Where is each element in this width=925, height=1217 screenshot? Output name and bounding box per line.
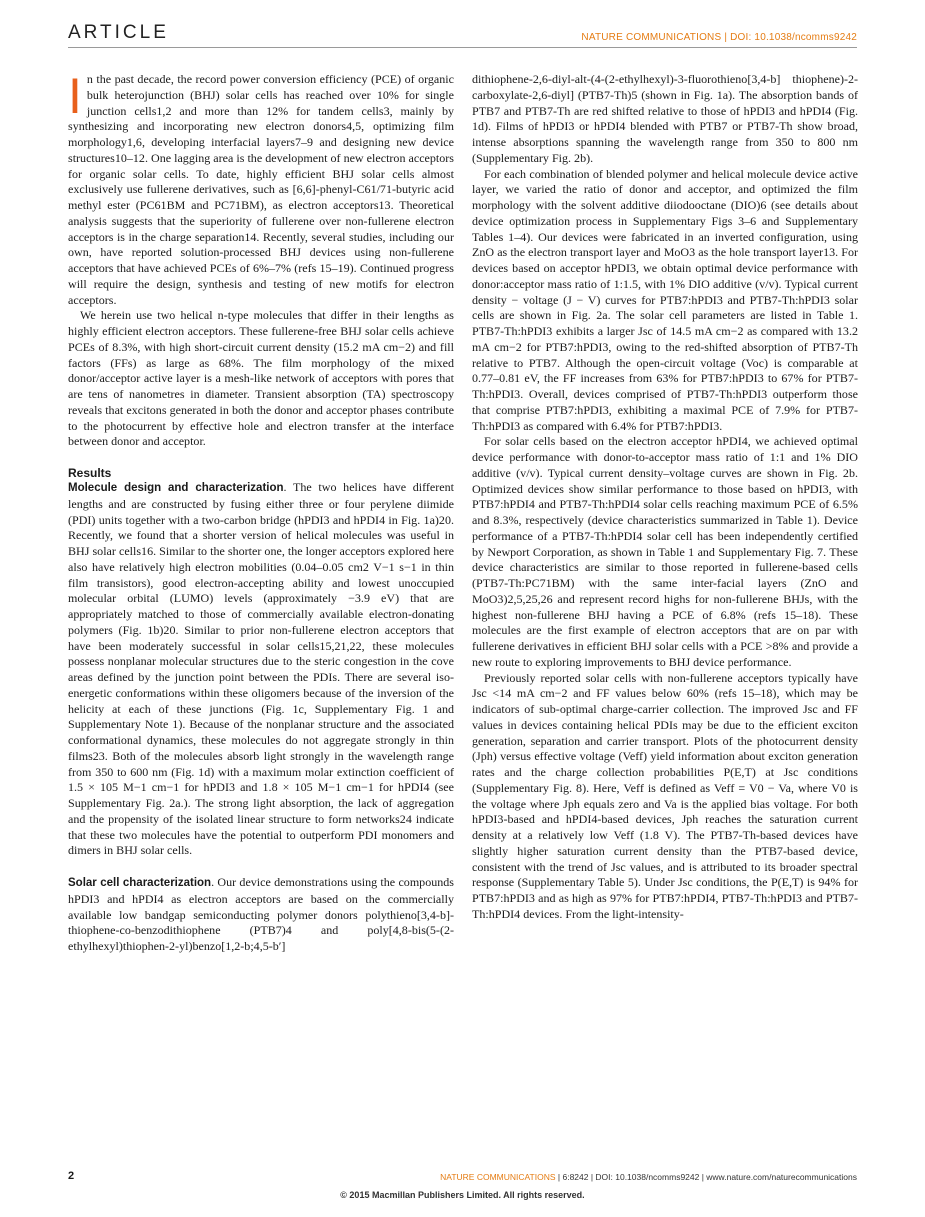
right-column: [472, 72, 858, 923]
right-paragraph-1: dithiophene-2,6-diyl-alt-(4-(2-ethylhexyl)-3-fluorothieno[3,4-b] thiophene)-2-carboxylate-2,6-diyl] (PTB7-Th)5 (shown in Fig. 1a). The absorption bands of PTB7 and PTB7-Th are red shifted relative to those of hPDI3 and hPDI4 (Fig. 1d). Films of hPDI3 or hPDI4 blended with PTB7 or PTB7-Th show broad, intense absorptions spanning the wavelength range from 350 to 800 nm (Supplementary Fig. 2b).: [472, 72, 858, 165]
intro-paragraph-2: We herein use two helical n-type molecules that differ in their lengths as highly efficient electron acceptors. These fullerene-free BHJ solar cells achieve PCEs of 8.3%, with high short-circuit current density (15.2 mA cm−2) and fill factors (FFs) as large as 68%. The film morphology of the mixed donor/acceptor active layer is a mesh-like network of acceptors with pores that are tens of nanometres in diameter. Transient absorption (TA) spectroscopy reveals that excitons generated in both the donor and acceptor phases contribute to the photocurrent by effective hole and electron transfer at the interface between donor and acceptor.: [68, 308, 454, 449]
right-paragraph-4: Previously reported solar cells with non-fullerene acceptors typically have Jsc <14 mA cm−2 and FF values below 60% (refs 15–18), which may be indicators of sub-optimal charge-carrier collection. The improved Jsc and FF values in devices containing helical PDIs may be due to the efficient exciton generation, separation and carrier transport. Plots of the photocurrent density (Jph) versus effective voltage (Veff) yield information about exciton generation rates and the charge collection probabilities P(E,T) at Jsc conditions (Supplementary Fig. 8). Here, Veff is defined as Veff = V0 − Va, where V0 is the voltage where Jph equals zero and Va is the applied bias voltage. For both hPDI3-based and hPDI4-based devices, Jph reaches the saturation current density at a relatively low Veff (1.8 V). The PTB7-Th-based devices have slightly higher saturation current density than the PTB7-based device, consistent with the trend of Jsc values, and is attributed to its broader spectral response (Supplementary Table 5). Under Jsc conditions, the P(E,T) is 94% for PTB7:hPDI3 and as high as 97% for PTB7:hPDI4, PTB7-Th:hPDI3 and PTB7-Th:hPDI4 devices. From the light-intensity-: [472, 670, 858, 921]
right-paragraph-2: For each combination of blended polymer and helical molecule device active layer, we varied the ratio of donor and acceptor, and optimized the film morphology with the solvent additive diiodooctane (DIO)6 (see details about device optimization process in Supplementary Figs 3–6 and Supplementary Tables 1–4). Our devices were fabricated in an inverted configuration, using ZnO as the electron transport layer and MoO3 as the hole transport layer13. For devices based on acceptor hPDI3, we obtain optimal device performance with donor:acceptor mass ratio of 1:1.5, with 1% DIO additive (v/v). Typical current density − voltage (J − V) curves for PTB7:hPDI3 and PTB7-Th:hPDI3 solar cells are shown in Fig. 2a. The solar cell parameters are listed in Table 1. PTB7-Th:hPDI3 exhibits a larger Jsc of 14.5 mA cm−2 as compared with 13.2 mA cm−2 for PTB7:hPDI3, owing to the red-shifted absorption of PTB7-Th relative to PTB7. Although the open-circuit voltage (Voc) is comparable at 0.77–0.81 eV, the FF increases from 63% for PTB7:hPDI3 to 67% for PTB7-Th:hPDI3. Overall, devices comprised of PTB7-Th:hPDI3 outperform those that comprise PTB7:hPDI3, exhibiting a maximal PCE of 7.9% for PTB7-Th:hPDI3 as compared with 6.4% for PTB7:hPDI3.: [472, 166, 858, 433]
molecule-design-paragraph: [68, 480, 454, 859]
results-heading: Results: [68, 466, 112, 480]
drop-cap: I: [68, 68, 82, 124]
solar-cell-paragraph: [68, 875, 454, 955]
copyright-notice: © 2015 Macmillan Publishers Limited. All rights reserved.: [340, 1190, 585, 1200]
section-label: ARTICLE: [68, 22, 169, 43]
intro-paragraph: [68, 68, 454, 308]
page-number: 2: [68, 1170, 75, 1182]
molecule-design-subheading: Molecule design and characterization: [68, 482, 284, 494]
right-paragraph-3: For solar cells based on the electron acceptor hPDI4, we achieved optimal device performance with donor-to-acceptor mass ratio of 1:1 and 1% DIO additive (v/v). Typical current density–voltage curves are shown in Fig. 2b. Optimized devices show similar performance to those based on hPDI3, with PTB7:hPDI4 and PTB7-Th:hPDI4 solar cells reaching maximum PCE of 6.5% and 8.3%, respectively (device characteristics summarized in Table 1). Device performance of a PTB7-Th:hPDI4 solar cell has been independently certified by Newport Corporation, as shown in Table 1 and Supplementary Fig. 7. These device characteristics are similar to those reported in fullerene-based cells (PTB7-Th:PC71BM) with the same inter-facial layers (ZnO and MoO3)2,5,25,26 and represent record highs for non-fullerene BHJs, with the highest non-fullerene BHJ having a PCE of 6.8% (refs 15–18). These molecules are the first example of electron acceptors that are on par with fullerene derivatives in efficient BHJ solar cells with a PCE >8% and provide a new route to exploring improvements to BHJ device performance.: [472, 434, 858, 669]
footer-journal-details[interactable]: | 6:8242 | DOI: 10.1038/ncomms9242 | www.nature.com/naturecommunications: [555, 1172, 857, 1182]
molecule-design-text: . The two helices have different lengths and are constructed by fusing either three or four perylene diimide (PDI) units together with a two-carbon bridge (hPDI3 and hPDI4 in Fig. 1a)20. Recently, we found that a shorter version of helical molecules was useful in BHJ solar cells16. Similar to the shorter one, the longer acceptors explored here also have relatively high electron mobilities (0.04–0.05 cm2 V−1 s−1 in thin film transistors), good electron-accepting ability and lowest unoccupied molecular orbital (LUMO) levels (approximately −3.9 eV) that are appropriately matched to those of commercially available electron-donating polymers (Fig. 1b)20. Similar to prior non-fullerene electron acceptors that have been moderately successful in solar cells15,21,22, these molecules possess nonplanar molecular structures due to the steric congestion in the cove areas defined by the junction point between the PDIs. There are several iso-energetic conformations within these oligomers because of the inversion of the helicity at each of these junctions (Fig. 1c, Supplementary Fig. 1 and Supplementary Note 1). Because of the nonplanar structure and the associated conformational dynamics, these molecules do not aggregate strongly in thin films23. Both of the molecules absorb light strongly in the wavelength range from 350 to 600 nm (Fig. 1d) with a maximum molar extinction coefficient of 1.5 × 105 M−1 cm−1 for hPDI3 and 1.8 × 105 M−1 cm−1 for hPDI4 (see Supplementary Fig. 2a.). The strong light absorption, the lack of aggregation and the propensity of the isolated linear structure to form networks24 indicate that these two molecules have the potential to outperform PDI monomers and dimers in BHJ solar cells.: [68, 480, 455, 858]
header-divider: [68, 47, 857, 48]
solar-cell-subheading: Solar cell characterization: [68, 877, 212, 889]
left-column: [68, 68, 455, 955]
solar-cell-text: . Our device demonstrations using the compounds hPDI3 and hPDI4 as electron acceptors are based on the commercially available low bandgap semiconducting polymer donors polythieno[3,4-b]-thiophene-co-benzodithiophene (PTB7)4 and poly[4,8-bis(5-(2-ethylhexyl)thiophen-2-yl)benzo[1,2-b;4,5-b′]: [68, 875, 454, 953]
footer-journal-info: [440, 1172, 857, 1182]
footer-journal-name: NATURE COMMUNICATIONS: [440, 1172, 556, 1182]
intro-text: n the past decade, the record power conversion efficiency (PCE) of organic bulk heterojunction (BHJ) solar cells has reached over 10% for single junction cells1,2 and more than 12% for tandem cells3, mainly by synthesizing and incorporating new electron donors4,5, optimizing film morphology1,6, developing interfacial layers7–9 and designing new device structures10–12. One lagging area is the development of new electron acceptors for organic solar cells. To date, highly efficient BHJ solar cells almost exclusively use fullerene derivatives, such as [6,6]-phenyl-C61/71-butyric acid methyl ester (PC61BM and PC71BM), as electron acceptors13. Theoretical analysis suggests that the superiority of fullerene over non-fullerene electron acceptors is in the charge separation14. Recently, several studies, including our own, have reported solution-processed BHJ devices using non-fullerene acceptors that have achieved PCEs of 6%–7% (refs 15–19). Continued progress will require the design, synthesis and testing of new motifs for electron acceptors.: [68, 72, 454, 307]
journal-doi-header[interactable]: NATURE COMMUNICATIONS | DOI: 10.1038/ncomms9242: [581, 32, 857, 43]
